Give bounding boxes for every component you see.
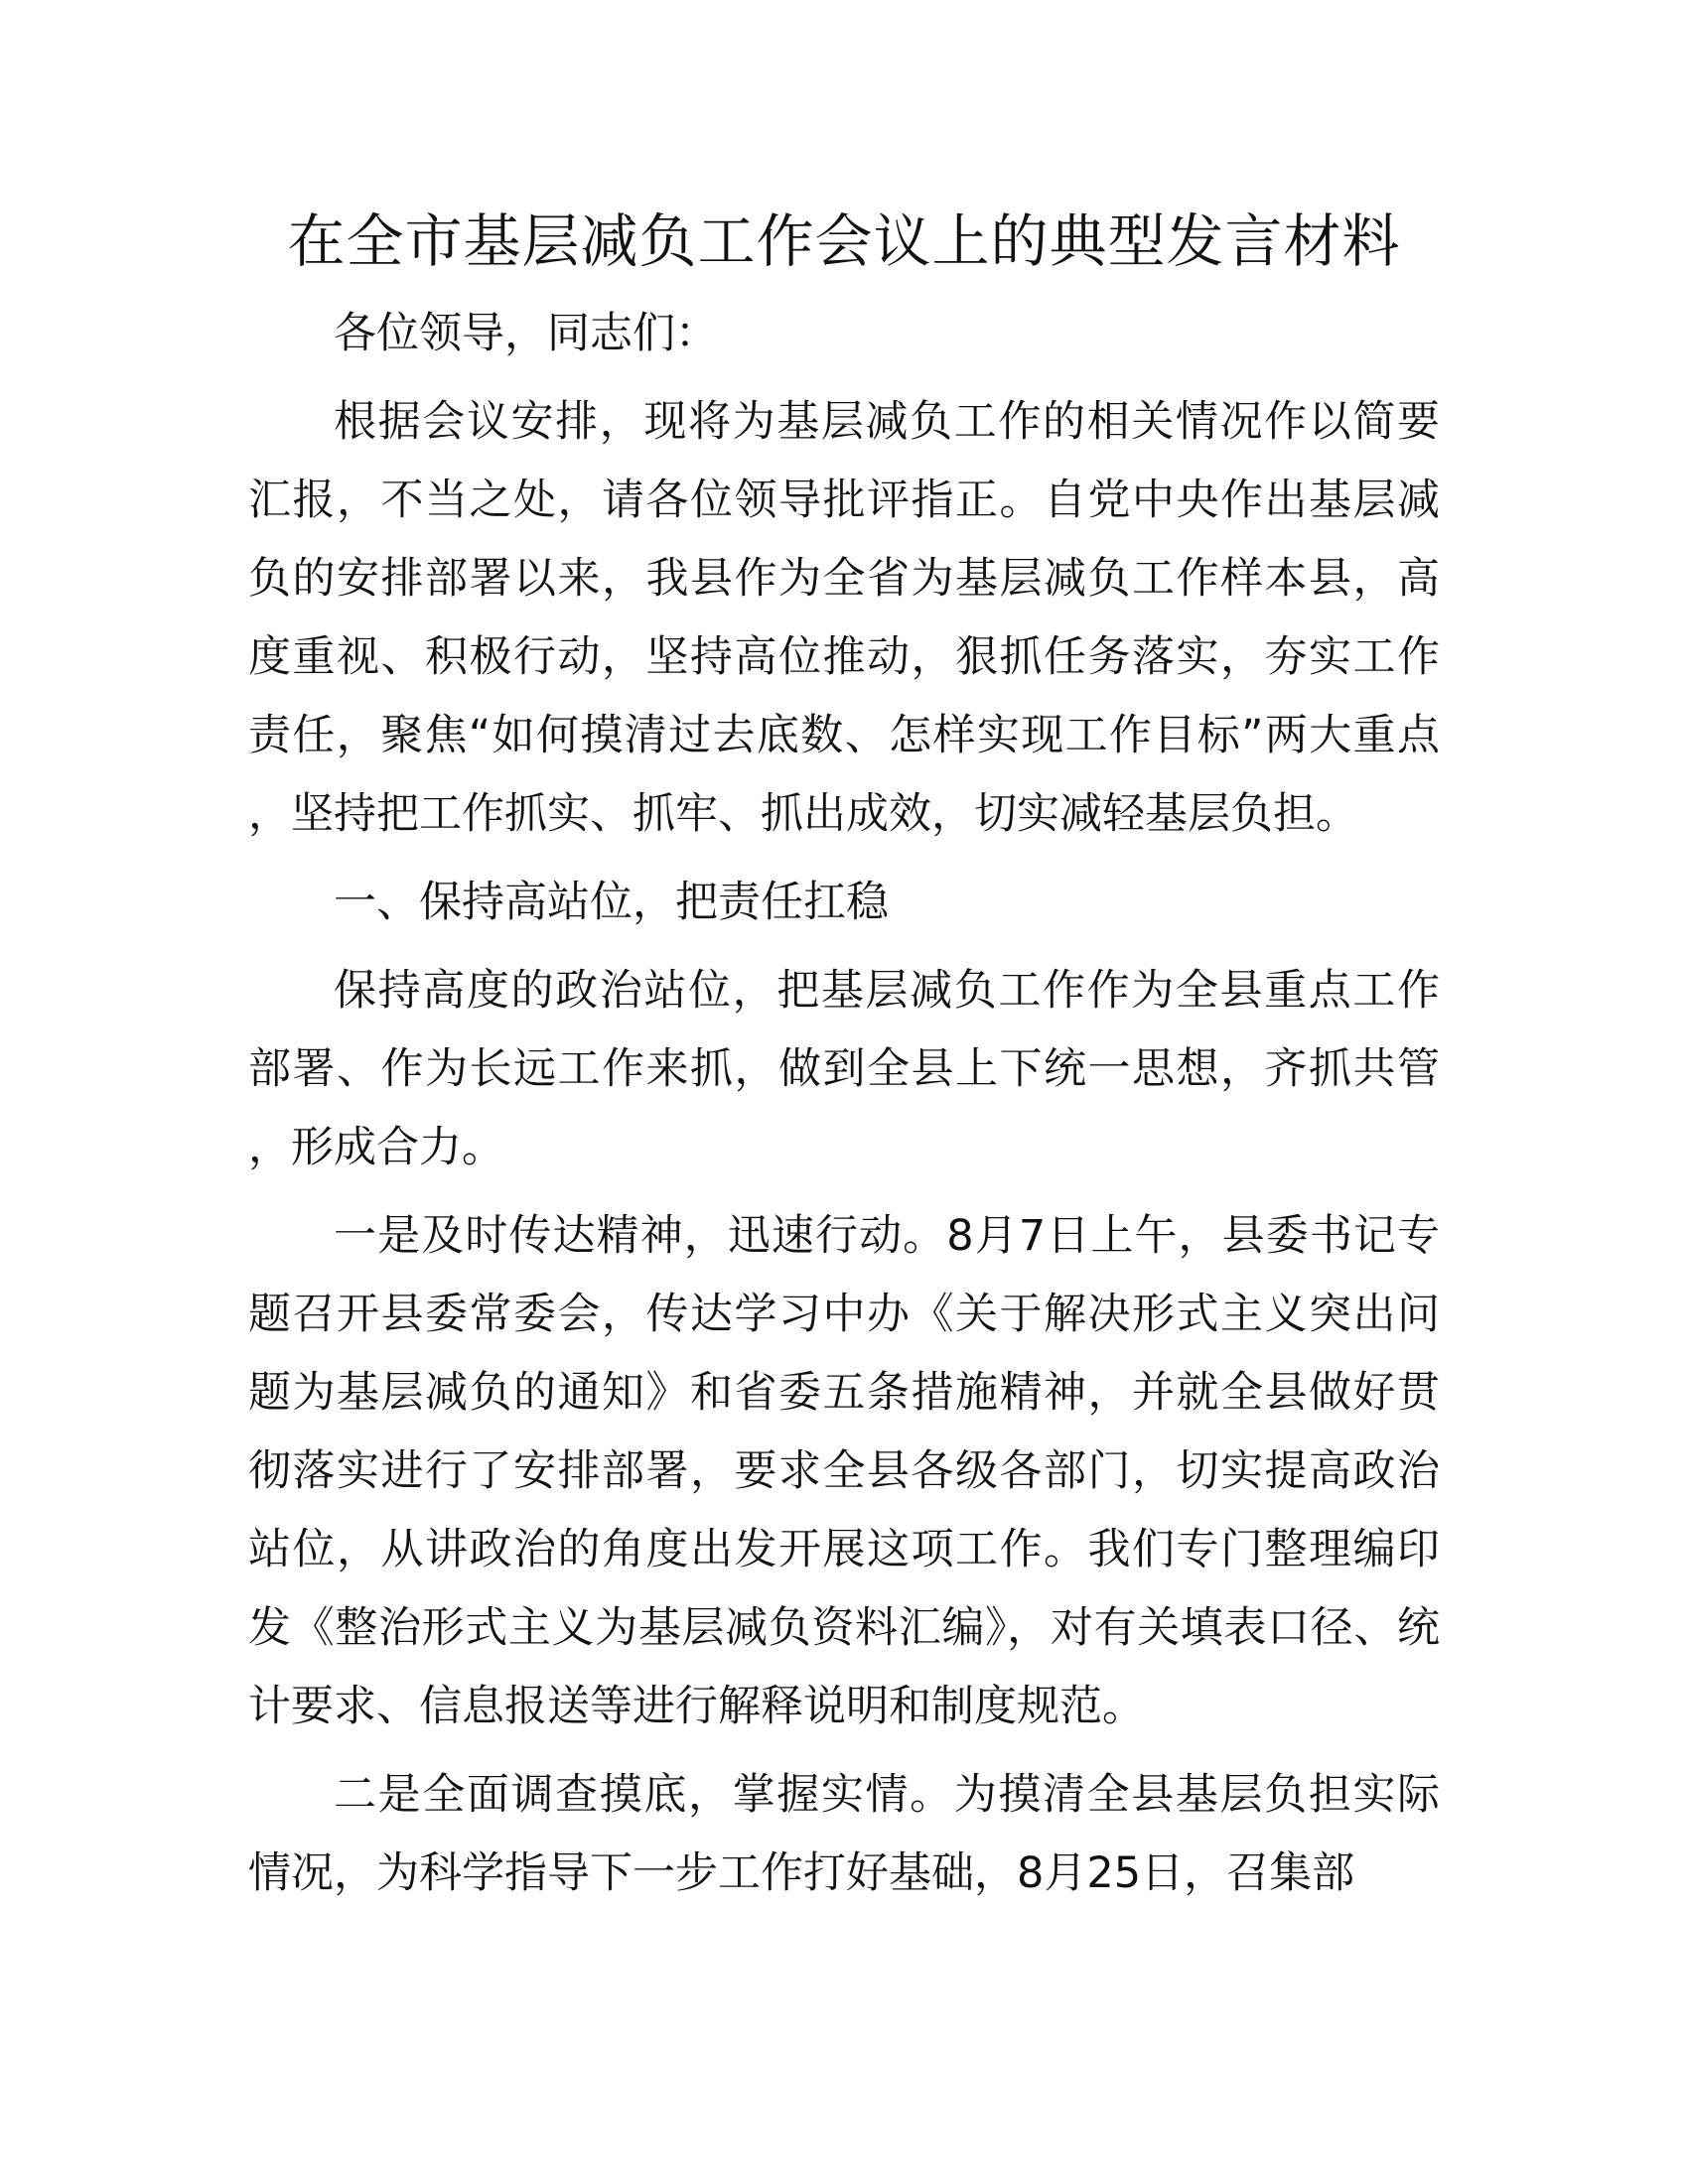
section-1-paragraph: 保持高度的政治站位，把基层减负工作作为全县重点工作部署、作为长远工作来抓，做到全县上下统一思想，齐抓共管，形成合力。 [248, 966, 1440, 1172]
intro-paragraph: 根据会议安排，现将为基层减负工作的相关情况作以简要汇报，不当之处，请各位领导批评指正。自党中央作出基层减负的安排部署以来，我县作为全省为基层减负工作样本县，高度重视、积极行动，坚持高位推动，狠抓任务落实，夯实工作责任，聚焦“如何摸清过去底数、怎样实现工作目标”两大重点，坚持把工作抓实、抓牢、抓出成效，切实减轻基层负担。 [248, 397, 1440, 839]
document-title: 在全市基层减负工作会议上的典型发言材料 [287, 207, 1401, 275]
salutation: 各位领导，同志们： [334, 309, 718, 358]
section-heading-1: 一、保持高站位，把责任扛稳 [334, 878, 889, 927]
point-2-paragraph: 二是全面调查摸底，掌握实情。为摸清全县基层负担实际情况，为科学指导下一步工作打好基础，8月25日，召集部 [248, 1770, 1440, 1898]
point-1-paragraph: 一是及时传达精神，迅速行动。8月7日上午，县委书记专题召开县委常委会，传达学习中办《关于解决形式主义突出问题为基层减负的通知》和省委五条措施精神，并就全县做好贯彻落实进行了安排部署，要求全县各级各部门，切实提高政治站位，从讲政治的角度出发开展这项工作。我们专门整理编印发《整治形式主义为基层减负资料汇编》，对有关填表口径、统计要求、信息报送等进行解释说明和制度规范。 [248, 1211, 1440, 1731]
document-body [248, 295, 1440, 1923]
